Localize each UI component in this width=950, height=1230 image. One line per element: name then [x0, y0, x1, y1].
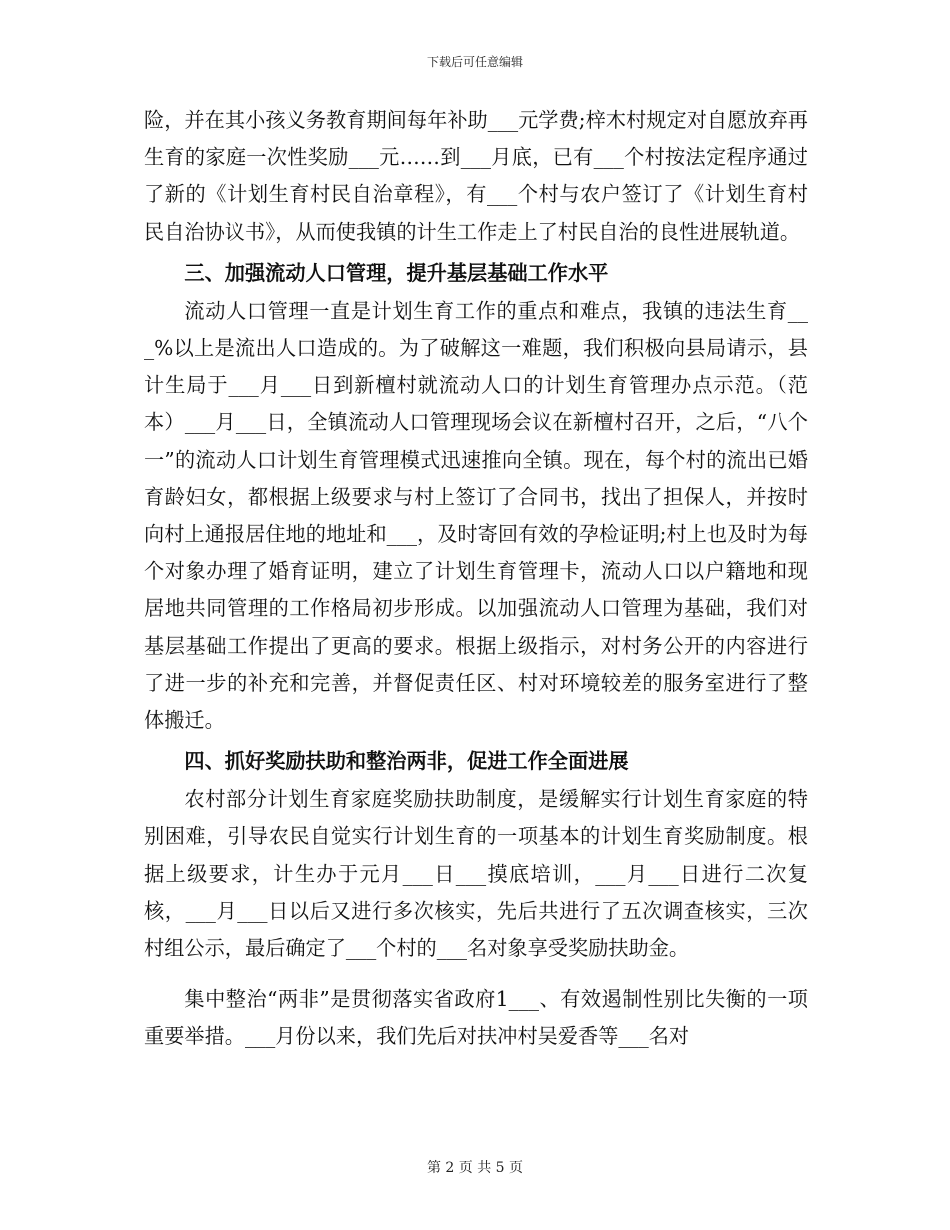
section-heading-four: 四、抓好奖励扶助和整治两非，促进工作全面进展 [184, 749, 629, 774]
paragraph-two-illegals: 集中整治“两非”是贯彻落实省政府1___、有效遏制性别比失衡的一项重要举措。___月份以来，我们先后对扶冲村吴爱香等___名对 [144, 987, 808, 1049]
paragraph-reward-support: 农村部分计划生育家庭奖励扶助制度，是缓解实行计划生育家庭的特别困难，引导农民自觉实行计划生育的一项基本的计划生育奖励制度。根据上级要求，计生办于元月___日___摸底培训，___月___日进行二次复核，___月___日以后又进行多次核实，先后共进行了五次调查核实，三次村组公示，最后确定了___个村的___名对象享受奖励扶助金。 [144, 787, 808, 961]
document-body [144, 102, 808, 1056]
page-number: 第 2 页 共 5 页 [426, 1160, 524, 1176]
section-heading-three: 三、加强流动人口管理，提升基层基础工作水平 [184, 260, 609, 285]
paragraph-floating-population: 流动人口管理一直是计划生育工作的重点和难点，我镇的违法生育___%以上是流出人口造成的。为了破解这一难题，我们积极向县局请示，县计生局于___月___日到新檀村就流动人口的计划生育管理办点示范。（范本）___月___日，全镇流动人口管理现场会议在新檀村召开，之后，“八个一”的流动人口计划生育管理模式迅速推向全镇。现在，每个村的流出已婚育龄妇女，都根据上级要求与村上签订了合同书，找出了担保人，并按时向村上通报居住地的地址和___，及时寄回有效的孕检证明;村上也及时为每个对象办理了婚育证明，建立了计划生育管理卡，流动人口以户籍地和现居地共同管理的工作格局初步形成。以加强流动人口管理为基础，我们对基层基础工作提出了更高的要求。根据上级指示，对村务公开的内容进行了进一步的补充和完善，并督促责任区、村对环境较差的服务室进行了整体搬迁。 [144, 298, 808, 733]
header-note: 下载后可任意编辑 [426, 55, 523, 69]
paragraph-continuation: 险，并在其小孩义务教育期间每年补助___元学费;梓木村规定对自愿放弃再生育的家庭一次性奖励___元……到___月底，已有___个村按法定程序通过了新的《计划生育村民自治章程》，有___个村与农户签订了《计划生育村民自治协议书》，从而使我镇的计生工作走上了村民自治的良性进展轨道。 [144, 108, 808, 244]
